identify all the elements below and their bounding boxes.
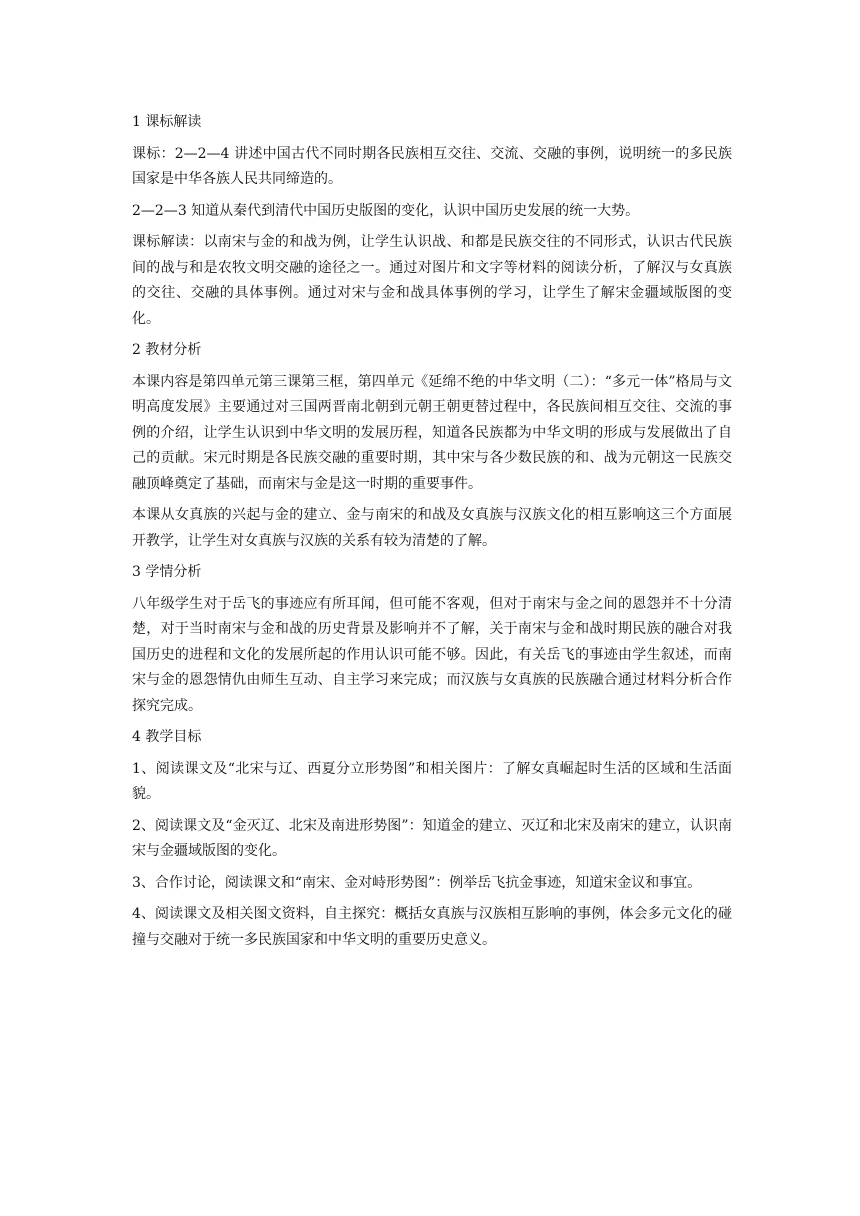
- curriculum-interpretation-paragraph: 课标解读：以南宋与金的和战为例，让学生认识战、和都是民族交往的不同形式，认识古代民族间的战与和是农牧文明交融的途径之一。通过对图片和文字等材料的阅读分析，了解汉与女真族的交往、交融的具体事例。通过对宋与金和战具体事例的学习，让学生了解宋金疆域版图的变化。: [132, 234, 732, 327]
- goal-item: 4、阅读课文及相关图文资料，自主探究：概括女真族与汉族相互影响的事例，体会多元文化的碰撞与交融对于统一多民族国家和中华文明的重要历史意义。: [132, 906, 732, 948]
- goal-item: 2、阅读课文及“金灭辽、北宋及南进形势图”：知道金的建立、灭辽和北宋及南宋的建立，认识南宋与金疆域版图的变化。: [132, 817, 732, 859]
- section-heading-learners: 3 学情分析: [132, 564, 202, 580]
- section-heading-goals: 4 教学目标: [132, 729, 202, 745]
- learner-analysis-paragraph: 八年级学生对于岳飞的事迹应有所耳闻，但可能不客观，但对于南宋与金之间的恩怨并不十分清楚，对于当时南宋与金和战的历史背景及影响并不了解，关于南宋与金和战时期民族的融合对我国历史的进程和文化的发展所起的作用认识可能不够。因此，有关岳飞的事迹由学生叙述，而南宋与金的恩怨情仇由师生互动、自主学习来完成；而汉族与女真族的民族融合通过材料分析合作探究完成。: [132, 595, 732, 714]
- document-page: [132, 110, 732, 959]
- section-heading-curriculum: 1 课标解读: [132, 114, 202, 130]
- goal-item: 3、合作讨论，阅读课文和“南宋、金对峙形势图”：例举岳飞抗金事迹，知道宋金议和事宜。: [132, 874, 702, 891]
- textbook-analysis-paragraph-2: 本课从女真族的兴起与金的建立、金与南宋的和战及女真族与汉族文化的相互影响这三个方面展开教学，让学生对女真族与汉族的关系有较为清楚的了解。: [132, 507, 732, 549]
- goal-item: 1、阅读课文及“北宋与辽、西夏分立形势图”和相关图片：了解女真崛起时生活的区域和生活面貌。: [132, 760, 732, 802]
- textbook-analysis-paragraph: 本课内容是第四单元第三课第三框，第四单元《延绵不绝的中华文明（二）：“多元一体”格局与文明高度发展》主要通过对三国两晋南北朝到元朝王朝更替过程中，各民族间相互交往、交流的事例的介绍，让学生认识到中华文明的发展历程，知道各民族都为中华文明的形成与发展做出了自己的贡献。宋元时期是各民族交融的重要时期，其中宋与各少数民族的和、战为元朝这一民族交融顶峰奠定了基础，而南宋与金是这一时期的重要事件。: [132, 373, 732, 492]
- curriculum-standard-paragraph-2: 2—2—3 知道从秦代到清代中国历史版图的变化，认识中国历史发展的统一大势。: [132, 202, 640, 219]
- curriculum-standard-paragraph: 课标：2—2—4 讲述中国古代不同时期各民族相互交往、交流、交融的事例，说明统一的多民族国家是中华各族人民共同缔造的。: [132, 145, 732, 187]
- section-heading-textbook: 2 教材分析: [132, 342, 202, 358]
